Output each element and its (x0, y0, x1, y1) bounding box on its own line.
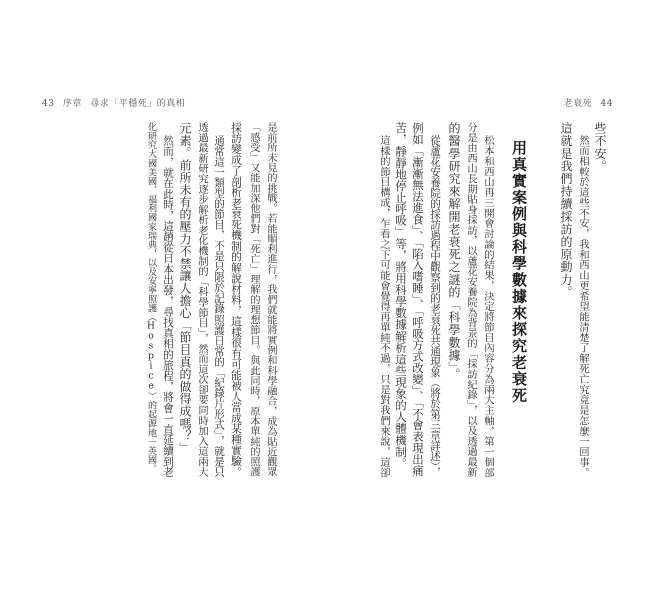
right-p2-line-1: 松本和西山再三開會討論的結果，決定將節目內容分為兩大主軸，第一個部 (482, 135, 494, 478)
left-p3-line-2: 化研究大國美國、福利國家瑞典，以及安寧照護（Hospice）的起源地－英國。 (146, 122, 156, 474)
left-chapter-title: 尋求「平穩死」的真相 (90, 99, 186, 109)
left-p1-line-1: 是前所未見的挑戰。若能順利進行，我們就能將實例和科學融合，成為貼近觀眾 (265, 122, 276, 477)
right-p2-line-2: 分是由西山長期貼身採訪，以蘆花安養院為背景的「採訪紀錄」，以及透過最新 (465, 122, 477, 478)
left-chapter-label: 序章 (62, 99, 82, 109)
right-p1-line-2: 然而相較於這些不安，我和西山更希望能清楚了解死亡究竟是怎麼一回事。 (577, 135, 589, 478)
right-p1-line-1: 些不安。 (593, 122, 607, 173)
left-p1-line-3: 採訪變成了剖析老衰死機制的解說材料，這樣很有可能被人當成某種實驗。 (230, 122, 243, 478)
right-p3-line-2: 例如「漸漸無法進食」、「陷入嗜睡」、「呼吸方式改變」、「不會表現出痛 (411, 122, 425, 477)
right-running-header (559, 96, 613, 109)
left-p2-line-1: 通常這一類型的節目，不是只限於記錄照護日常的「紀錄片形式」，就是只 (213, 135, 225, 478)
left-p2-line-2: 透過最新研究逐步解析老化機制的「科學節目」，然而這次卻要同時加入這兩大 (196, 122, 208, 478)
right-p3-line-4: 這樣的節目構成，乍看之下可能會覺得再單純不過，只是對我們來說，這卻 (378, 135, 390, 478)
right-header-title: 老衰死 (563, 99, 593, 109)
left-running-header (42, 96, 190, 109)
right-p2-line-3: 的醫學研究來解開老衰死之謎的「科學數據」。 (447, 122, 461, 381)
right-page-number: 44 (600, 99, 613, 109)
left-page-number: 43 (42, 99, 55, 109)
section-heading: 用真實案例與科學數據來探究老衰死 (510, 140, 528, 404)
left-p3-line-1: 然而，就在此時，這趟從日本出發，尋找真相的旅程，將會一直延續到老 (162, 135, 175, 478)
right-p3-line-3: 苦，靜靜地停止呼吸」等，將用科學數據解析這些現象的人體機制。 (394, 122, 408, 469)
right-p1-line-3: 這就是我們持續採訪的原動力。 (559, 122, 573, 299)
left-p1-line-2: 「感受」又能加深他們對「死亡」理解的理想節目。與此同時，原本單純的照護 (248, 122, 259, 477)
left-p2-line-3: 元素。前所未有的壓力不禁讓人擔心「節目真的做得成嗎？」 (178, 122, 192, 455)
right-p3-line-1: 從蘆花安養院的採訪過程中觀察到的老衰死共通現象（將於第三章詳述）， (429, 135, 441, 478)
